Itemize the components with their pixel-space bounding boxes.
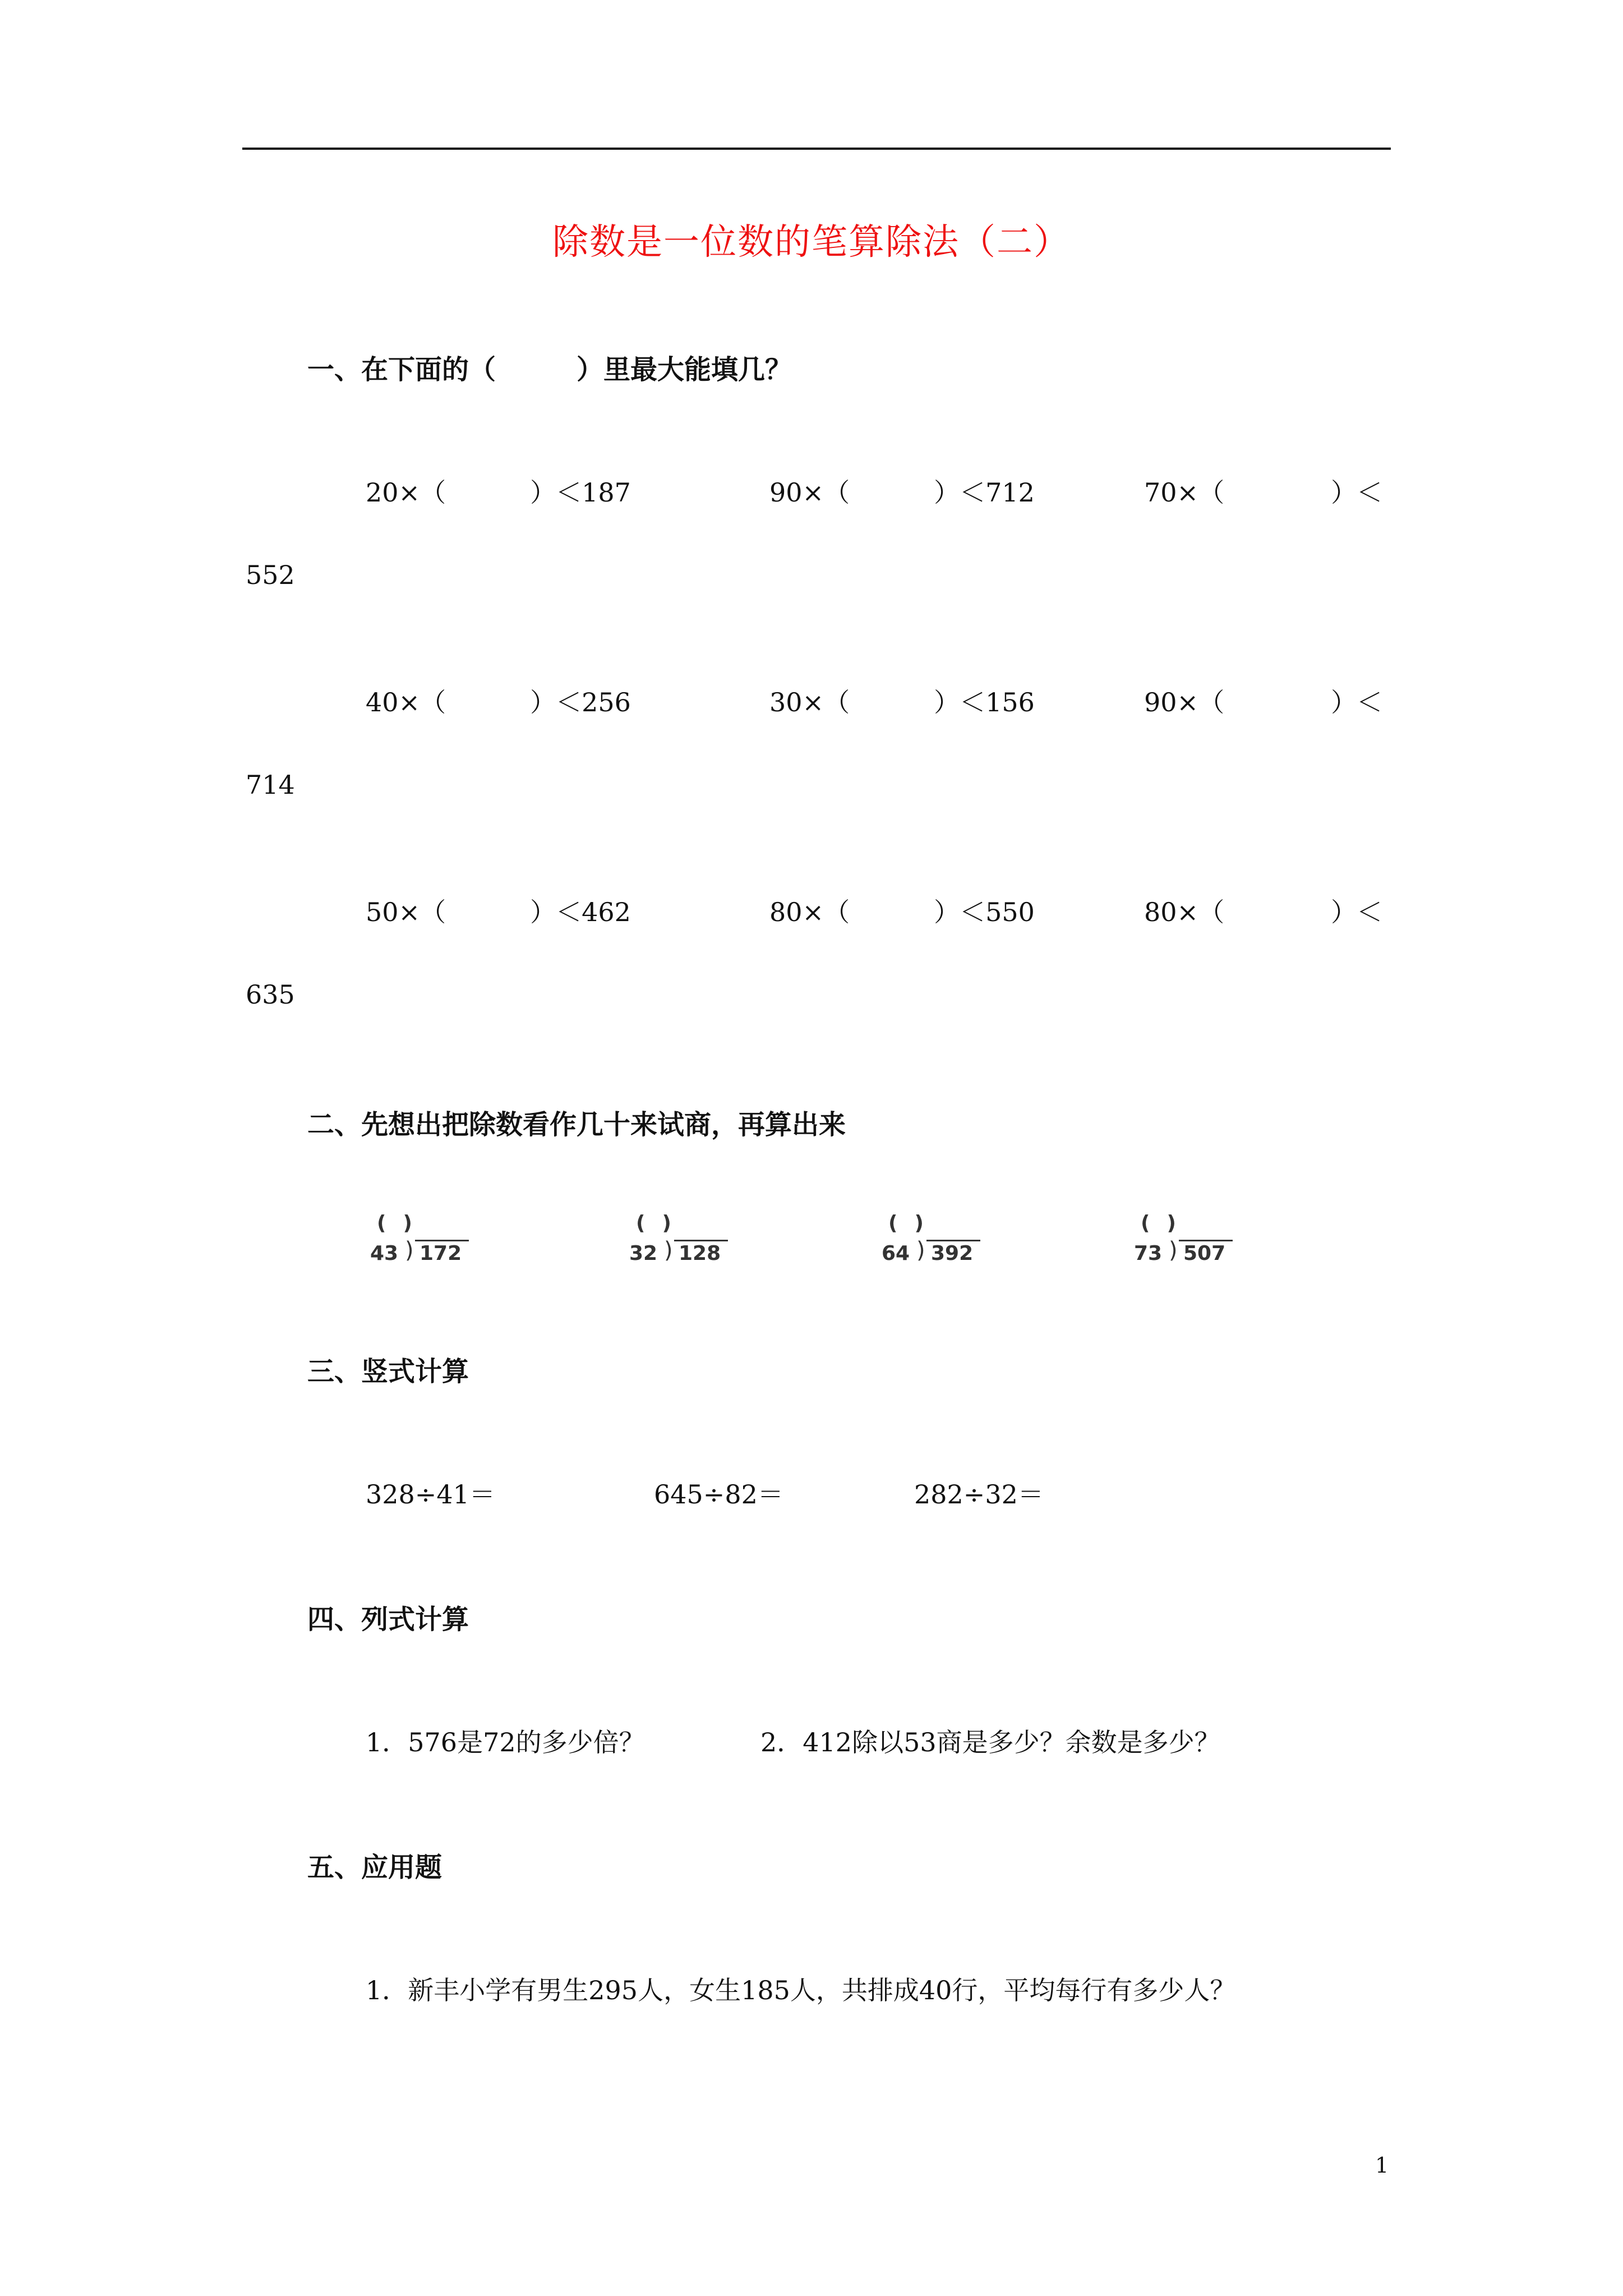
division-bar [1179,1240,1233,1241]
s1-row2-wrap: 714 [246,770,295,800]
dividend: 507 [1183,1242,1226,1265]
page-number: 1 [1375,2153,1389,2178]
quotient-blank: ( ) [888,1212,924,1235]
long-division-3 [882,1212,994,1273]
divisor: 43 [370,1242,399,1265]
division-bar [926,1240,980,1241]
division-bracket-icon: ) [405,1237,414,1263]
section-4-heading: 四、列式计算 [307,1604,469,1635]
section-1-heading: 一、在下面的（ ）里最大能填几？ [307,354,792,385]
header-rule [242,148,1391,150]
division-bar [674,1240,728,1241]
s1-row3-item-c: 80×（ ）＜ [1144,897,1383,927]
s1-row1-item-b: 90×（ ）＜712 [769,477,1035,508]
s1-row2-item-a: 40×（ ）＜256 [366,687,631,717]
s3-item-1: 328÷41＝ [366,1479,495,1510]
dividend: 128 [679,1242,721,1265]
s1-row1-item-c: 70×（ ）＜ [1144,477,1383,508]
divisor: 32 [629,1242,658,1265]
s1-row2-item-c: 90×（ ）＜ [1144,687,1383,717]
s4-item-1: 1．576是72的多少倍？ [366,1727,645,1757]
s5-item-1: 1．新丰小学有男生295人，女生185人，共排成40行，平均每行有多少人？ [366,1975,1236,2005]
s1-row1-wrap: 552 [246,560,295,590]
dividend: 172 [419,1242,462,1265]
division-bracket-icon: ) [1169,1237,1178,1263]
s1-row2-item-b: 30×（ ）＜156 [769,687,1035,717]
section-3-heading: 三、竖式计算 [307,1356,469,1387]
dividend: 392 [931,1242,974,1265]
section-2-heading: 二、先想出把除数看作几十来试商，再算出来 [307,1109,846,1140]
s3-item-2: 645÷82＝ [654,1479,783,1510]
divisor: 64 [882,1242,910,1265]
quotient-blank: ( ) [1141,1212,1176,1235]
s1-row1-item-a: 20×（ ）＜187 [366,477,631,508]
long-division-2 [629,1212,741,1273]
s1-row3-wrap: 635 [246,979,295,1010]
section-5-heading: 五、应用题 [307,1852,442,1883]
s4-item-2: 2．412除以53商是多少？余数是多少？ [760,1727,1220,1757]
s1-row3-item-a: 50×（ ）＜462 [366,897,631,927]
page-title: 除数是一位数的笔算除法（二） [552,222,1071,263]
division-bracket-icon: ) [664,1237,673,1263]
division-bracket-icon: ) [916,1237,925,1263]
s1-row3-item-b: 80×（ ）＜550 [769,897,1035,927]
division-bar [415,1240,469,1241]
long-division-1 [370,1212,482,1273]
quotient-blank: ( ) [377,1212,412,1235]
divisor: 73 [1134,1242,1163,1265]
s3-item-3: 282÷32＝ [914,1479,1044,1510]
long-division-4 [1134,1212,1246,1273]
quotient-blank: ( ) [636,1212,671,1235]
